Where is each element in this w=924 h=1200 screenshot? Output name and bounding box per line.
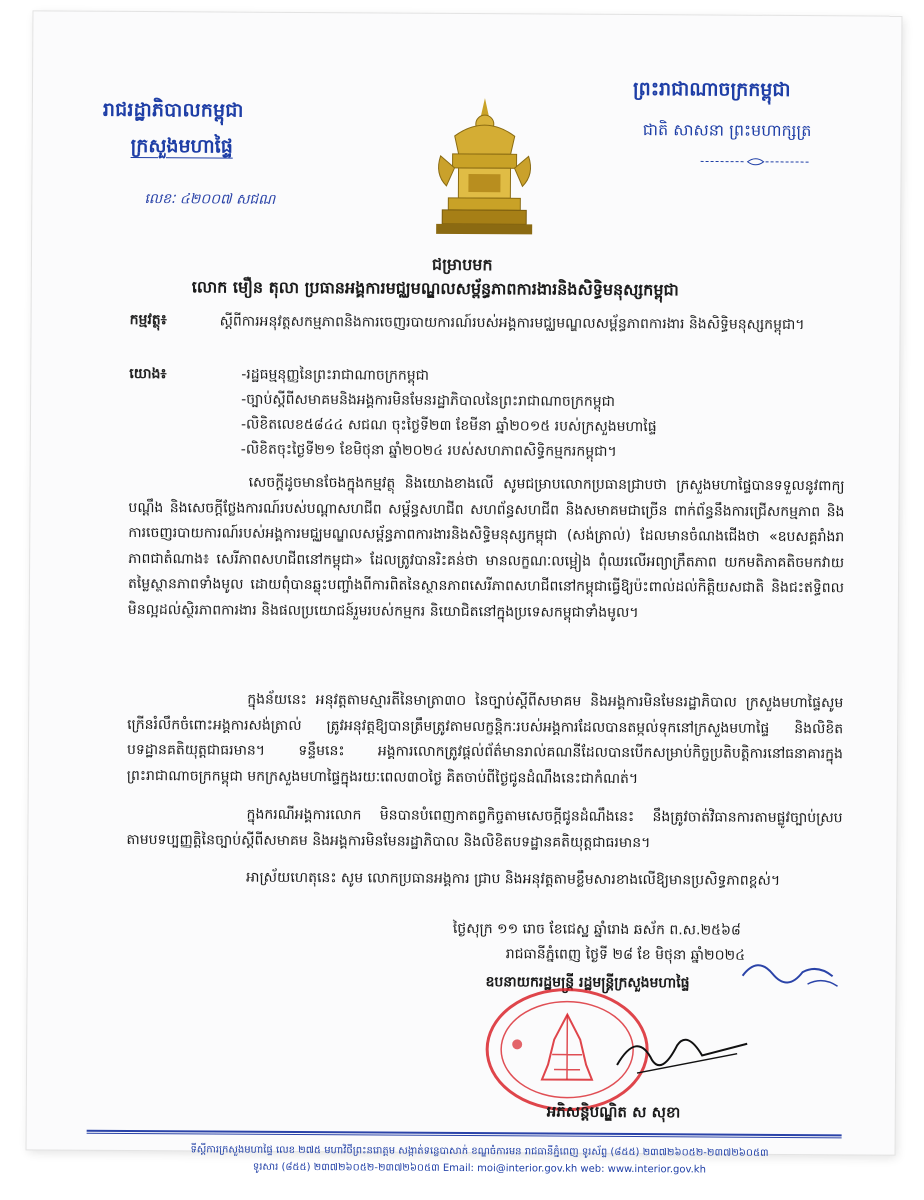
government-name: រាជរដ្ឋាភិបាលកម្ពុជា: [102, 98, 244, 122]
ornament-divider-icon: [701, 155, 811, 168]
handwritten-initials-icon: [737, 946, 857, 997]
national-motto: ជាតិ សាសនា ព្រះមហាក្សត្រ: [642, 120, 812, 141]
letter-page: [27, 11, 902, 1176]
salutation-heading: ជម្រាបមក: [431, 254, 493, 275]
addressee-line: លោក មឿន តុលា ប្រធានអង្គការមជ្ឈមណ្ឌលសម្ព័ន្ធភាពការងារនិងសិទ្ធិមនុស្សកម្ពុជា: [191, 277, 679, 300]
royal-emblem-icon: [424, 94, 545, 245]
signer-title: ឧបនាយករដ្ឋមន្ត្រី រដ្ឋមន្ត្រីក្រសួងមហាផ្ទៃ: [485, 974, 690, 992]
reference-number: លេខៈ ៤២០០៧ សជណ: [144, 191, 276, 208]
body-paragraph-3: ក្នុងករណីអង្គការលោក មិនបានបំពេញកាតព្វកិច្ចតាមសេចក្តីជូនដំណឹងនេះ នឹងត្រូវចាត់វិធានការតាមផ្លូវច្បាប់ស្របតាមបទប្បញ្ញត្តិនៃច្បាប់ស្តីពីសមាគម និងអង្គការមិនមែនរដ្ឋាភិបាល និងលិខិតបទដ្ឋានគតិយុត្តជាធរមាន។: [126, 806, 843, 851]
ministry-name: ក្រសួងមហាផ្ទៃ: [130, 134, 233, 158]
reference-item: -លិខិតចុះថ្ងៃទី២១ ខែមិថុនា ឆ្នាំ២០២៤ របស់សហភាពសិទ្ធិកម្មករកម្ពុជា។: [240, 441, 617, 460]
reference-item: -ច្បាប់ស្តីពីសមាគមនិងអង្គការមិនមែនរដ្ឋាភិបាលនៃព្រះរាជាណាចក្រកម្ពុជា: [241, 391, 616, 410]
reference-item: -លិខិតលេខ៥៨៤៤ សជណ ចុះថ្ងៃទី២៣ ខែមីនា ឆ្នាំ២០១៥ របស់ក្រសួងមហាផ្ទៃ: [240, 416, 657, 436]
signer-name: អភិសន្តិបណ្ឌិត ស សុខា: [546, 1102, 681, 1122]
subject-text: ស្តីពីការអនុវត្តសកម្មភាពនិងការចេញរបាយការណ៍របស់អង្គការមជ្ឈមណ្ឌលសម្ព័ន្ធភាពការងារ និងសិទ្ធិមនុស្សកម្ពុជា។: [219, 313, 805, 334]
kingdom-name: ព្រះរាជាណាចក្រកម្ពុជា: [632, 78, 791, 101]
body-paragraph-4: អាស្រ័យហេតុនេះ សូម លោកប្រធានអង្គការ ជ្រាប និងអនុវត្តតាមខ្លឹមសារខាងលើឱ្យមានប្រសិទ្ធភាពខ្ពស់។: [246, 869, 781, 889]
signature-icon: [607, 1025, 757, 1086]
lunar-date: ថ្ងៃសុក្រ ១១ រោច ខែជេស្ឋ ឆ្នាំរោង ឆស័ក ព.ស.២៥៦៨: [452, 920, 741, 939]
reference-item: -រដ្ឋធម្មនុញ្ញនៃព្រះរាជាណាចក្រកម្ពុជា: [241, 366, 430, 384]
body-paragraph-1: សេចក្តីដូចមានចែងក្នុងកម្មវត្ថុ និងយោងខាងលើ សូមជម្រាបលោកប្រធានជ្រាបថា ក្រសួងមហាផ្ទៃបានទទួលនូវពាក្យបណ្តឹង និងសេចក្តីថ្លែងការណ៍របស់បណ្តាសហជីព សម្ព័ន្ធសហជីព សហព័ន្ធសហជីព និងសមាគមជាច្រើន ពាក់ព័ន្ធនឹងការជ្រើសកម្មភាព និងការចេញរបាយការណ៍របស់អង្គការមជ្ឈមណ្ឌលសម្ព័ន្ធភាពការងារនិងសិទ្ធិមនុស្សកម្ពុជា (សង់ត្រាល់) ដែលមានចំណងជើងថា «ឧបសគ្គរាំងរាភាពជាតំណាង៖ សេរីភាពសហជីពនៅកម្ពុជា» ដែលត្រូវបានរិះគន់ថា មានលក្ខណៈលម្អៀង ពុំឈរលើអព្យាក្រឹតភាព យកមតិភាគតិចមកវាយតម្លៃស្ថានភាពទាំងមូល ដោយពុំបានឆ្លុះបញ្ចាំងពីការពិតនៃស្ថានភាពសេរីភាពសហជីពនៅកម្ពុជាធ្វើឱ្យប៉ះពាល់ដល់កិត្តិយសជាតិ និងជះឥទ្ធិពលមិនល្អដល់ស្ថិរភាពការងារ និងផលប្រយោជន៍រួមរបស់កម្មករ និយោជិតនៅក្នុងប្រទេសកម្ពុជាទាំងមូល។: [127, 474, 845, 621]
body-paragraph-2: ក្នុងន័យនេះ អនុវត្តតាមស្មារតីនៃមាត្រា៣០ នៃច្បាប់ស្តីពីសមាគម និងអង្គការមិនមែនរដ្ឋាភិបាល ក្រសួងមហាផ្ទៃសូមក្រើនរំលឹកចំពោះអង្គការសង់ត្រាល់ ត្រូវអនុវត្តឱ្យបានត្រឹមត្រូវតាមលក្ខន្តិកៈរបស់អង្គការដែលបានតម្កល់ទុកនៅក្រសួងមហាផ្ទៃ និងលិខិតបទដ្ឋានគតិយុត្តជាធរមាន។ ទន្ទឹមនេះ អង្គការលោកត្រូវផ្តល់ព័ត៌មានរាល់គណនីដែលបានបើកសម្រាប់កិច្ចប្រតិបត្តិការនៅធនាគារក្នុងព្រះរាជាណាចក្រកម្ពុជា មកក្រសួងមហាផ្ទៃក្នុងរយៈពេល៣០ថ្ងៃ គិតចាប់ពីថ្ងៃជូនដំណឹងនេះជាកំណត់។: [126, 691, 844, 787]
footer-address: ទីស្តីការក្រសួងមហាផ្ទៃ លេខ ២៧៥ មហាវិថីព្រះនរោត្តម សង្កាត់ទន្លេបាសាក់ ខណ្ឌចំការមន រាជធានីភ្នំពេញ ទូរស័ព្ទ (៨៥៥) ២៣៧២៦០៥២-២៣៧២៦០៥៣: [190, 1144, 769, 1159]
reference-list: [241, 363, 842, 467]
reference-label: យោង៖: [129, 365, 167, 383]
subject-label: កម្មវត្ថុ៖: [129, 311, 167, 329]
footer-contact: ទូរសារ (៨៥៥) ២៣៧២៦០៥២-២៣៧២៦០៥៣ Email: moi@interior.gov.kh web: www.interior.gov.kh: [252, 1161, 706, 1176]
place-and-date: រាជធានីភ្នំពេញ ថ្ងៃទី ២៨ ខែ មិថុនា ឆ្នាំ២០២៤: [505, 946, 746, 964]
